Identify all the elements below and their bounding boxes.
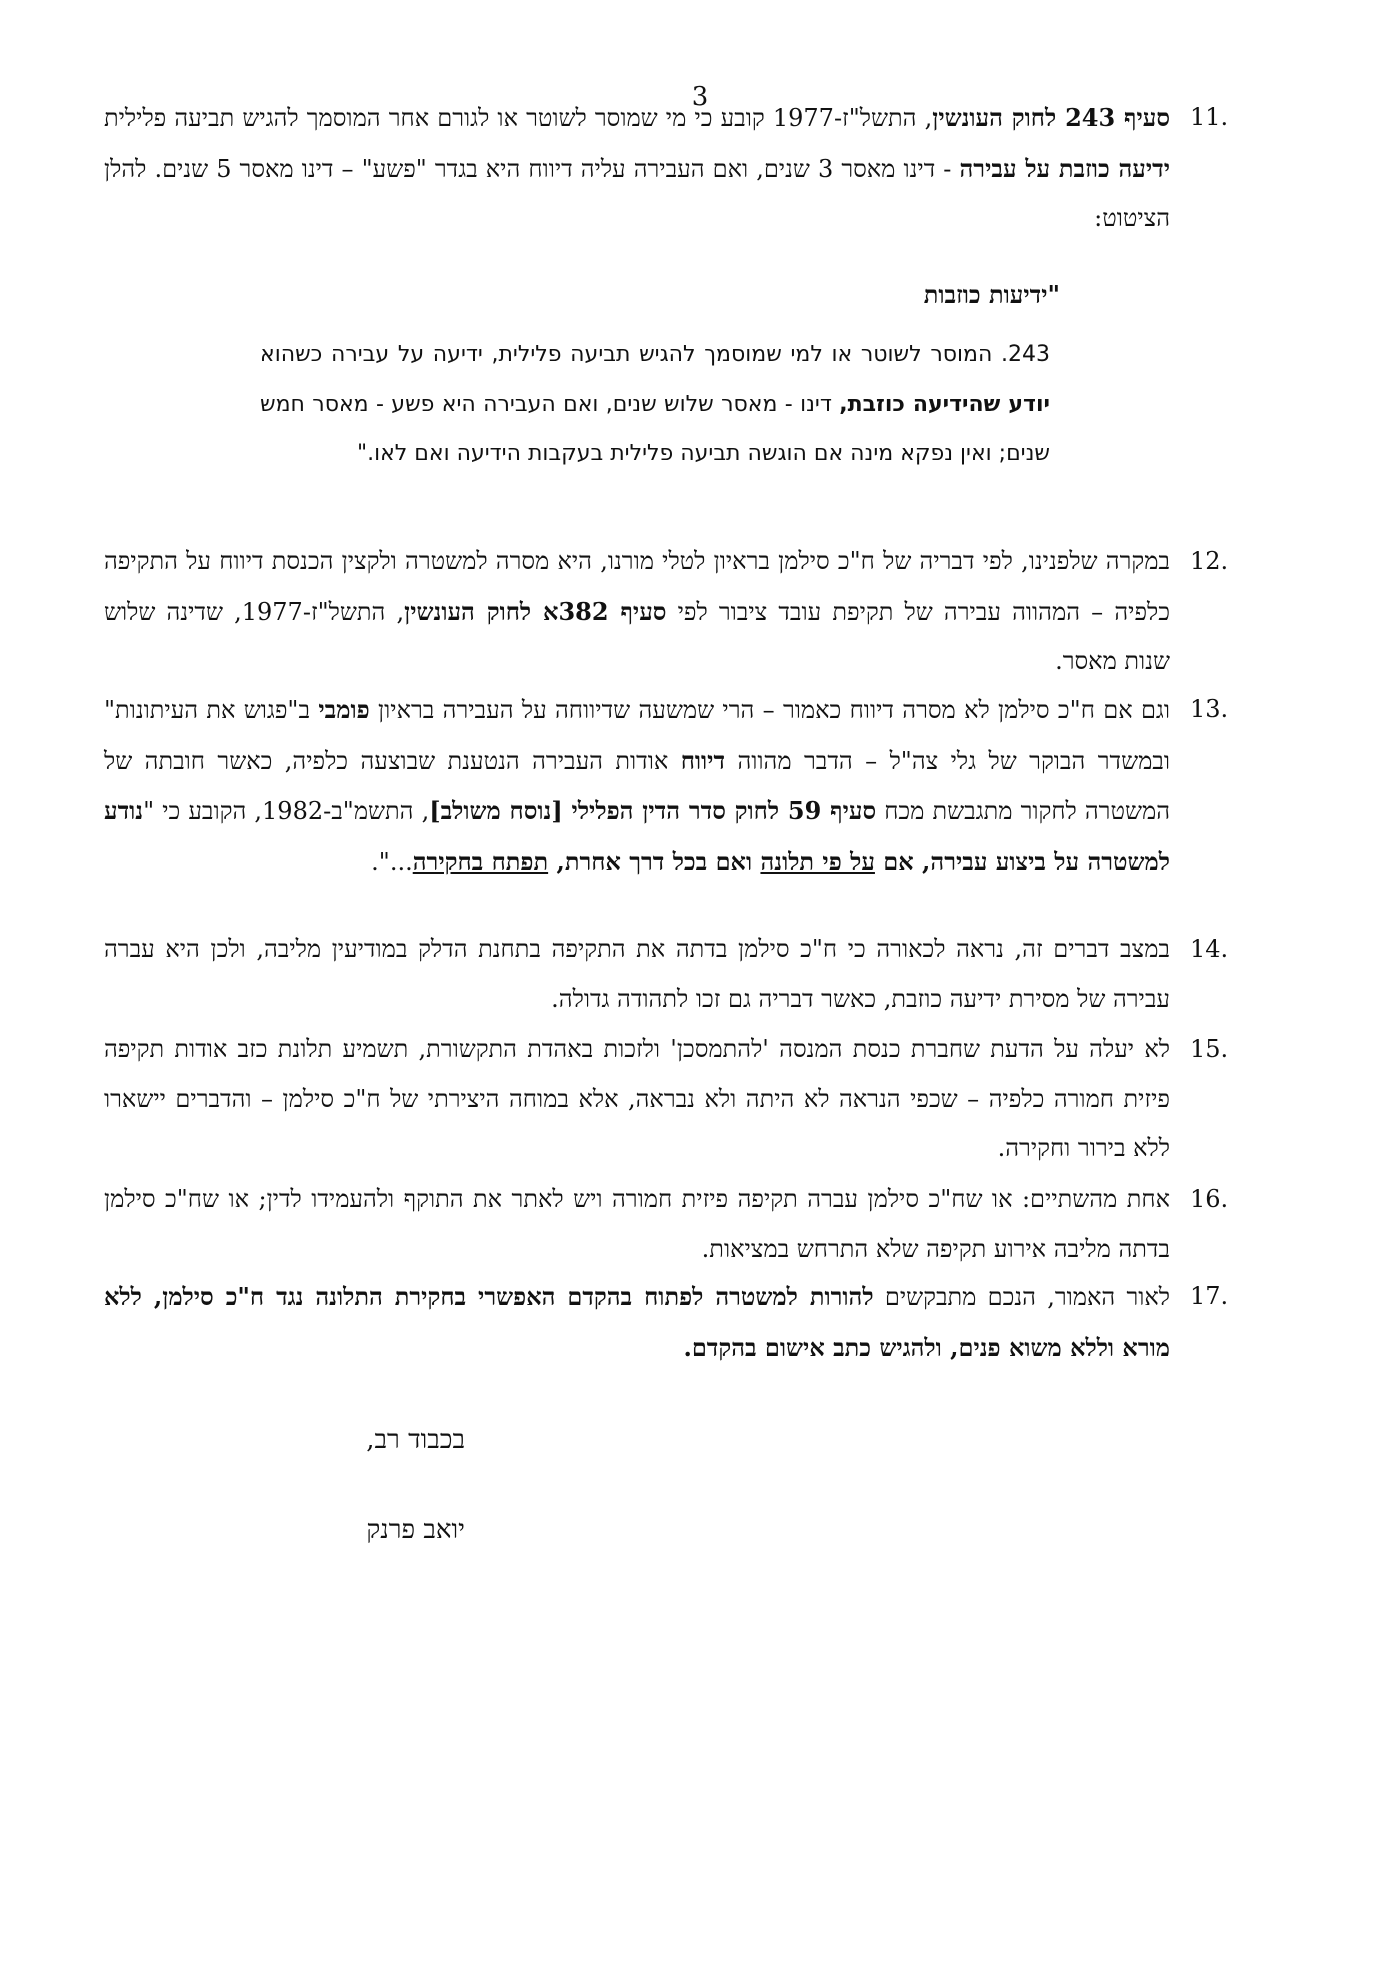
paragraph-11 bbox=[104, 93, 1170, 244]
law-section-ref: סעיף 59 לחוק סדר הדין הפלילי [נוסח משולב] bbox=[429, 796, 877, 825]
paragraph-14: במצב דברים זה, נראה לכאורה כי ח"כ סילמן בדתה את התקיפה בתחנת הדלק במודיעין מליבה, ולכן היא עברה עבירה של מסירת ידיעה כוזבת, כאשר דבריה גם זכו לתהודה גדולה. bbox=[104, 935, 1170, 1013]
paragraph-text: - דינו מאסר 3 שנים, ואם העבירה עליה דיווח היא בגדר "פשע" – דינו מאסר 5 שנים. להלן הציטוט: bbox=[104, 154, 1170, 232]
paragraph-text: וגם אם ח"כ סילמן לא מסרה דיווח כאמור – הרי שמשעה שדיווחה על העבירה בראיון bbox=[369, 696, 1170, 724]
item-number-13: 13. bbox=[1190, 695, 1229, 723]
paragraph-text: במקרה שלפנינו, לפי דבריה של ח"כ סילמן בראיון לטלי מורנו, היא מסרה למשטרה ולקצין הכנסת דיווח על התקיפה כלפיה – המהווה עבירה של תקיפת עובד ציבור לפי bbox=[104, 547, 1170, 626]
emphasis-text: דיווח bbox=[680, 745, 726, 775]
paragraph-17 bbox=[104, 1272, 1170, 1373]
emphasis-text: פומבי bbox=[318, 695, 370, 724]
paragraph-text: , התשל"ז-1977, שדינה שלוש שנות מאסר. bbox=[104, 597, 1170, 675]
law-section-ref: סעיף 243 לחוק העונשין bbox=[932, 103, 1170, 132]
quote-emphasis: יודע שהידיעה כוזבת, bbox=[839, 391, 1050, 417]
paragraph-text: אודות העבירה הנטענת שבוצעה כלפיה, כאשר חובתה של המשטרה לחקור מתגבשת מכח bbox=[104, 746, 1170, 825]
paragraph-13 bbox=[104, 685, 1170, 887]
item-number-12: 12. bbox=[1190, 547, 1229, 575]
paragraph-text: , התשל"ז-1977 קובע כי מי שמוסר לשוטר או לגורם אחר המוסמך להגיש תביעה פלילית bbox=[104, 104, 933, 132]
paragraph-text: ...". bbox=[371, 847, 413, 876]
paragraph-15: לא יעלה על הדעת שחברת כנסת המנסה 'להתמסכן' ולזכות באהדת התקשורת, תשמיע תלונת כזב אודות תקיפה פיזית חמורה כלפיה – שכפי הנראה לא היתה ולא נבראה, אלא במוחה היצירתי של ח"כ סילמן – והדברים יישארו ללא בירור וחקירה. bbox=[104, 1035, 1170, 1162]
paragraph-12 bbox=[104, 537, 1170, 687]
signer-name: יואב פרנק bbox=[366, 1515, 465, 1545]
emphasis-text: נודע למשטרה על ביצוע עבירה, אם bbox=[104, 796, 1170, 876]
item-number-17: 17. bbox=[1190, 1282, 1229, 1310]
item-number-15: 15. bbox=[1190, 1035, 1229, 1063]
request-emphasis: להורות למשטרה לפתוח בהקדם האפשרי בחקירת התלונה נגד ח"כ סילמן, ללא מורא וללא משוא פנים, ולהגיש כתב אישום בהקדם. bbox=[104, 1282, 1170, 1362]
paragraph-16: אחת מהשתיים: או שח"כ סילמן עברה תקיפה פיזית חמורה ויש לאתר את התוקף ולהעמידו לדין; או שח"כ סילמן בדתה מליבה אירוע תקיפה שלא התרחש במציאות. bbox=[104, 1185, 1171, 1263]
quote-title: "ידיעות כוזבות bbox=[923, 280, 1060, 309]
statute-quote bbox=[260, 330, 1050, 479]
paragraph-text: לאור האמור, הנכם מתבקשים bbox=[873, 1283, 1171, 1311]
item-number-11: 11. bbox=[1190, 103, 1229, 131]
item-number-14: 14. bbox=[1190, 935, 1229, 963]
quote-text: דינו - מאסר שלוש שנים, ואם העבירה היא פשע - מאסר חמש שנים; ואין נפקא מינה אם הוגשה תביעה פלילית בעקבות הידיעה ואם לאו." bbox=[260, 391, 1050, 466]
page-number: 3 bbox=[691, 82, 709, 112]
emphasis-text: ואם בכל דרך אחרת, bbox=[548, 846, 761, 876]
underlined-emphasis: תפתח בחקירה bbox=[412, 846, 549, 876]
closing-regards: בכבוד רב, bbox=[366, 1425, 465, 1455]
quote-text: 243. המוסר לשוטר או למי שמוסמך להגיש תביעה פלילית, ידיעה על עבירה כשהוא bbox=[260, 342, 1050, 367]
item-number-16: 16. bbox=[1190, 1185, 1229, 1213]
underlined-emphasis: על פי תלונה bbox=[760, 846, 875, 876]
paragraph-text: , התשמ"ב-1982, הקובע כי " bbox=[143, 797, 430, 825]
emphasis-text: ידיעה כוזבת על עבירה bbox=[959, 153, 1170, 183]
paragraph-text: ב"פגוש את העיתונות" ובמשדר הבוקר של גלי צה"ל – הדבר מהווה bbox=[104, 696, 1170, 775]
law-section-ref: סעיף 382א לחוק העונשין bbox=[404, 596, 667, 626]
